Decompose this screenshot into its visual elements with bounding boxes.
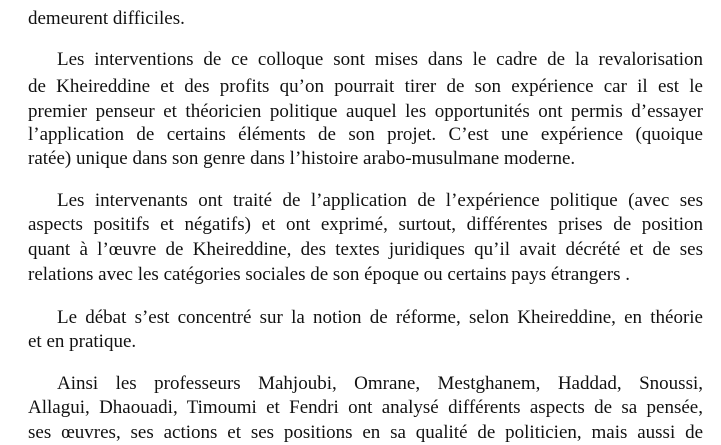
paragraph-first-line: Les interventions de ce colloque sont mises dans le cadre de la revalorisation	[57, 49, 703, 70]
text-line: ses œuvres, ses actions et ses positions en sa qualité de politicien, mais aussi de	[28, 422, 703, 443]
text-line: et en pratique.	[28, 331, 137, 352]
text-line: quant à l’œuvre de Kheireddine, des textes juridiques qu’il avait décrété et de ses	[28, 239, 703, 260]
text-line: premier penseur et théoricien politique auquel les opportunités ont permis d’essayer	[28, 101, 703, 122]
text-line: Allagui, Dhaouadi, Timoumi et Fendri ont analysé différents aspects de sa pensée,	[28, 397, 703, 418]
text-line: relations avec les catégories sociales de son époque ou certains pays étrangers .	[28, 264, 630, 285]
text-line: ratée) unique dans son genre dans l’histoire arabo-musulmane moderne.	[28, 148, 576, 169]
paragraph-first-line: Ainsi les professeurs Mahjoubi, Omrane, Mestghanem, Haddad, Snoussi,	[57, 373, 703, 394]
text-line: l’application de certains éléments de son projet. C’est une expérience (quoique	[28, 124, 703, 145]
paragraph-first-line: Le débat s’est concentré sur la notion de réforme, selon Kheireddine, en théorie	[57, 307, 703, 328]
text-line: de Kheireddine et des profits qu’on pourrait tirer de son expérience car il est le	[28, 76, 703, 97]
text-line: demeurent difficiles.	[28, 8, 185, 29]
paragraph-first-line: Les intervenants ont traité de l’application de l’expérience politique (avec ses	[57, 190, 703, 211]
text-line: aspects positifs et négatifs) et ont exprimé, surtout, différentes prises de position	[28, 214, 703, 235]
